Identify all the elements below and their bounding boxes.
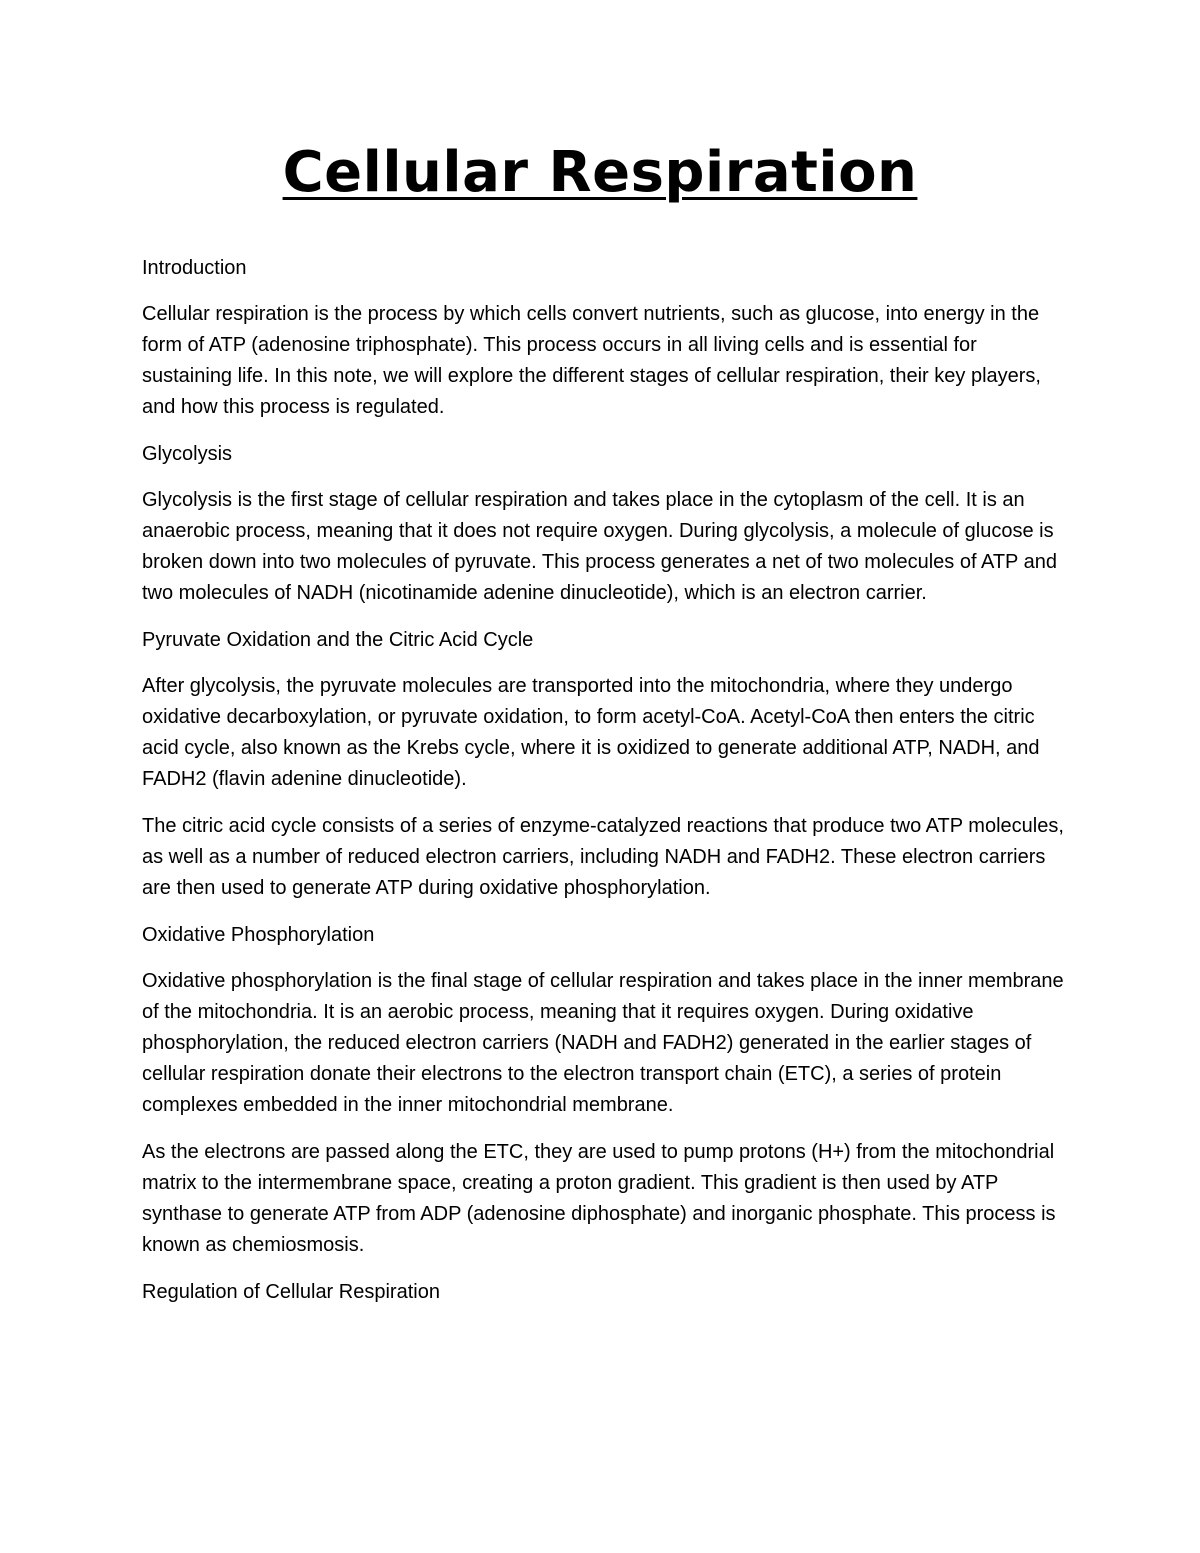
document-body xyxy=(142,253,1064,1323)
section-heading-introduction: Introduction xyxy=(142,257,247,279)
section-heading-glycolysis: Glycolysis xyxy=(142,443,233,465)
section-heading-pyruvate-oxidation: Pyruvate Oxidation and the Citric Acid Cycle xyxy=(142,629,534,651)
section-heading-oxidative-phosphorylation: Oxidative Phosphorylation xyxy=(142,924,375,946)
document-title: Cellular Respiration xyxy=(282,140,918,205)
section-heading-regulation: Regulation of Cellular Respiration xyxy=(142,1281,440,1303)
paragraph-citric-acid-cycle: The citric acid cycle consists of a series of enzyme-catalyzed reactions that produce two ATP molecules, as well as a number of reduced electron carriers, including NADH and FADH2. These electron carriers are then used to generate ATP during oxidative phosphorylation. xyxy=(142,815,1064,899)
paragraph-introduction: Cellular respiration is the process by which cells convert nutrients, such as glucose, into energy in the form of ATP (adenosine triphosphate). This process occurs in all living cells and is essential for sustaining life. In this note, we will explore the different stages of cellular respiration, their key players, and how this process is regulated. xyxy=(142,303,1041,418)
paragraph-glycolysis: Glycolysis is the first stage of cellular respiration and takes place in the cytoplasm of the cell. It is an anaerobic process, meaning that it does not require oxygen. During glycolysis, a molecule of glucose is broken down into two molecules of pyruvate. This process generates a net of two molecules of ATP and two molecules of NADH (nicotinamide adenine dinucleotide), which is an electron carrier. xyxy=(142,489,1057,604)
paragraph-oxidative-phosphorylation: Oxidative phosphorylation is the final stage of cellular respiration and takes place in the inner membrane of the mitochondria. It is an aerobic process, meaning that it requires oxygen. During oxidative phosphorylation, the reduced electron carriers (NADH and FADH2) generated in the earlier stages of cellular respiration donate their electrons to the electron transport chain (ETC), a series of protein complexes embedded in the inner mitochondrial membrane. xyxy=(142,970,1064,1116)
paragraph-pyruvate-oxidation: After glycolysis, the pyruvate molecules are transported into the mitochondria, where they undergo oxidative decarboxylation, or pyruvate oxidation, to form acetyl-CoA. Acetyl-CoA then enters the citric acid cycle, also known as the Krebs cycle, where it is oxidized to generate additional ATP, NADH, and FADH2 (flavin adenine dinucleotide). xyxy=(142,675,1040,790)
paragraph-chemiosmosis: As the electrons are passed along the ETC, they are used to pump protons (H+) from the mitochondrial matrix to the intermembrane space, creating a proton gradient. This gradient is then used by ATP synthase to generate ATP from ADP (adenosine diphosphate) and inorganic phosphate. This process is known as chemiosmosis. xyxy=(142,1141,1056,1256)
